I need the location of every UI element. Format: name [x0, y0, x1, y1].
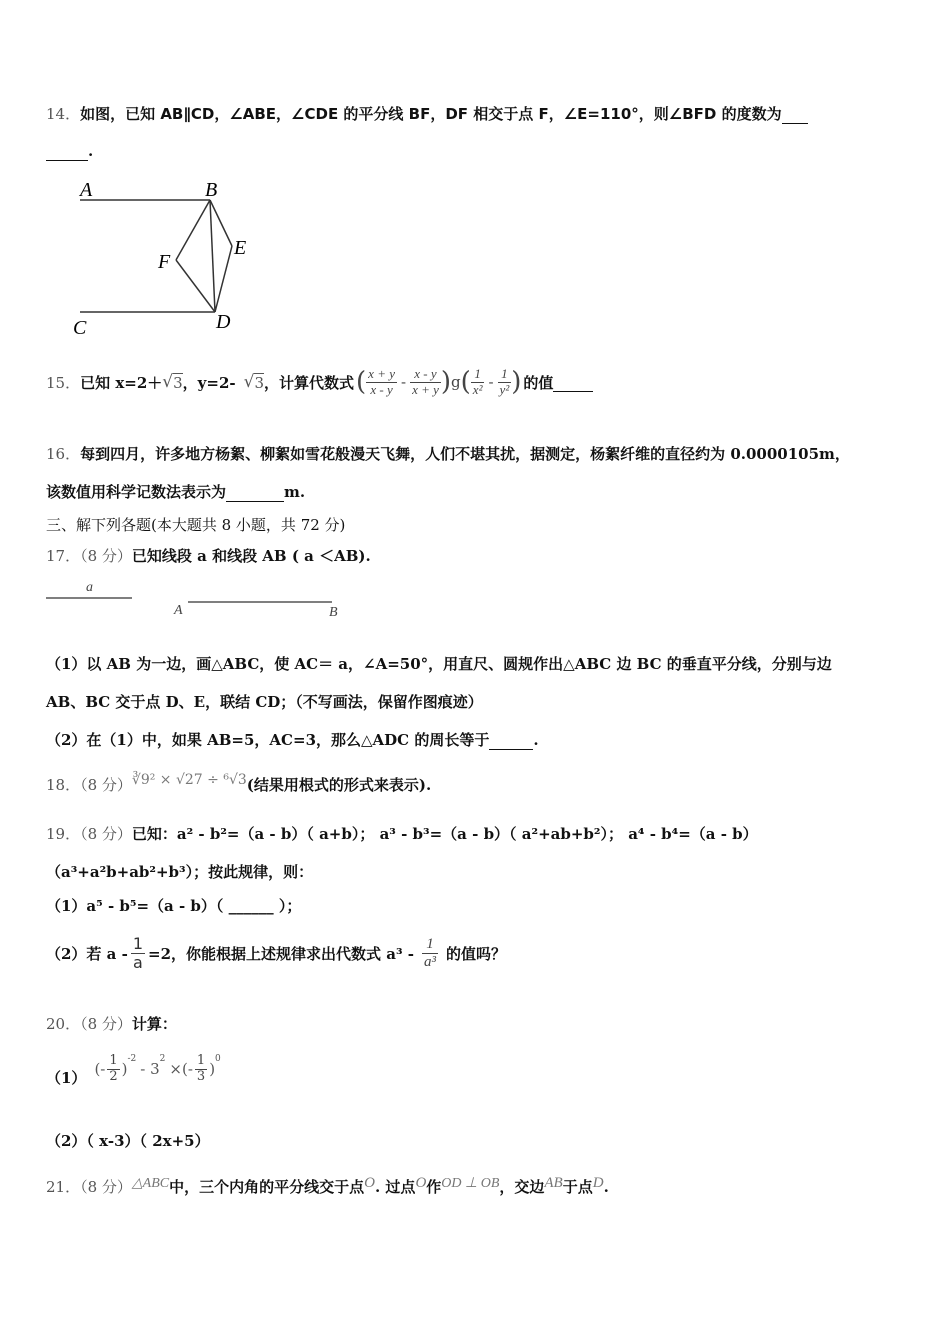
q15-suffix: 的值: [523, 373, 554, 392]
q21-triangle: △ABC: [131, 1176, 170, 1191]
sqrt-icon: √: [243, 372, 255, 392]
q15-number: 15．: [46, 373, 81, 392]
q15-line: [46, 362, 593, 402]
q21-o2: O: [415, 1175, 427, 1191]
q20-line: [46, 1013, 177, 1034]
sqrt-icon: √: [162, 372, 174, 392]
q19-line2: （a³+a²b+ab²+b³）；按此规律，则：: [46, 863, 314, 881]
q16-line2-suffix: m.: [284, 483, 306, 501]
frac-num: 1: [422, 936, 438, 954]
q14-end: .: [88, 142, 94, 160]
expr-times: ×(-: [169, 1060, 193, 1078]
frac-num: x + y: [368, 366, 395, 382]
q17-part2-suffix: .: [533, 731, 539, 749]
q18-score: （8 分）: [80, 776, 132, 794]
q19-score: （8 分）: [80, 825, 132, 843]
q14-blank-a: [782, 105, 808, 124]
q19-part2-mid: =2，你能根据上述规律求出代数式 a³ -: [148, 944, 414, 963]
q21-perp: OD ⊥ OB: [441, 1176, 500, 1191]
q19-line1: [46, 823, 758, 844]
q14-number: 14．: [46, 105, 81, 123]
q19-frac2: [422, 936, 438, 970]
q17-blank: [489, 731, 533, 750]
label-a: a: [86, 580, 93, 595]
q15-sqrt-x: 3: [173, 373, 183, 392]
line-be: [210, 200, 232, 246]
frac-num: 1: [109, 1053, 118, 1069]
q18-text: (结果用根式的形式来表示).: [246, 776, 432, 794]
q17-text: 已知线段 a 和线段 AB ( a ＜AB).: [131, 547, 371, 565]
frac-den: a³: [423, 953, 436, 970]
expr-open: (-: [94, 1060, 106, 1078]
frac-den: 3: [196, 1068, 206, 1084]
q19-part1: （1）a⁵ - b⁵=（a - b）（ ______ ）；: [46, 897, 302, 915]
q15-prefix: 已知 x=2＋: [80, 373, 163, 392]
q17-number: 17．: [46, 547, 81, 565]
q15-expression: ( $\frac{x + y}{x - y}$ - $\frac{x - y}{x + y}$ ) g ( $\frac{1}{\text{x²}}$ - $\frac{1}{\text{y²}}$ ): [356, 366, 522, 397]
q20-part1-label: （1）: [46, 1068, 87, 1087]
q21-t6: .: [603, 1178, 609, 1196]
q16-line1-text: 每到四月，许多地方杨絮、柳絮如雪花般漫天飞舞，人们不堪其扰，据测定，杨絮纤维的直径约为 0.0000105m，: [80, 445, 850, 463]
q19-number: 19．: [46, 825, 81, 843]
q17-score: （8 分）: [80, 547, 132, 565]
q21-t1: 中，三个内角的平分线交于点: [169, 1178, 365, 1196]
line-bf: [176, 200, 210, 260]
q20-score: （8 分）: [80, 1015, 132, 1033]
expr-minus: - 3: [140, 1060, 160, 1078]
frac-den: x²: [472, 381, 483, 397]
frac-den: x - y: [370, 381, 393, 397]
q21-score: （8 分）: [80, 1178, 132, 1196]
label-a-point: A: [174, 603, 183, 618]
label-b: B: [205, 179, 218, 201]
frac-den: x + y: [412, 381, 439, 397]
q20-text: 计算：: [131, 1015, 177, 1033]
q16-line2: [46, 481, 305, 502]
q20-part1-expr: (- $\frac{1}{2}$ ) $^{-2}$ - 3 $^2$ ×(- $\frac{1}{3}$ ) $^0$: [94, 1053, 221, 1084]
q17-part1-line1: （1）以 AB 为一边，画△ABC，使 AC＝ a，∠A=50°，用直尺、圆规作出△ABC 边 BC 的垂直平分线，分别与边: [46, 655, 832, 673]
q17-part2: [46, 729, 539, 750]
frac-den: a: [133, 952, 143, 972]
q17-part2-prefix: （2）在（1）中，如果 AB=5，AC=3，那么△ADC 的周长等于: [46, 731, 490, 749]
q14-line: [46, 103, 808, 124]
q21-t3: 作: [426, 1178, 442, 1196]
q18-line: [46, 774, 431, 795]
q14-text: 如图，已知 AB∥CD，∠ABE，∠CDE 的平分线 BF，DF 相交于点 F，∠E=110°，则∠BFD 的度数为: [80, 105, 782, 123]
q17-figure: [44, 576, 344, 620]
q15-sqrt-y: 3: [254, 373, 264, 392]
line-bd: [210, 200, 215, 312]
q16-number: 16．: [46, 445, 81, 463]
q21-d: D: [592, 1175, 604, 1191]
label-f: F: [158, 251, 171, 273]
q20-number: 20．: [46, 1015, 81, 1033]
expr-exp1: -2: [127, 1054, 137, 1065]
q14-figure: [70, 176, 260, 341]
q19-part2-prefix: （2）若 a -: [46, 944, 128, 963]
label-a: A: [80, 179, 93, 201]
q16-blank: [226, 483, 284, 502]
q17-line: [46, 545, 371, 566]
label-b-point: B: [329, 605, 338, 620]
q21-t5: 于点: [562, 1178, 593, 1196]
frac-num: 1: [196, 1053, 206, 1069]
frac-num: x - y: [410, 367, 441, 382]
section-title: 三、解下列各题(本大题共 8 小题，共 72 分): [46, 516, 346, 534]
q16-line1: [46, 443, 850, 464]
label-e: E: [234, 237, 247, 259]
q21-t2: . 过点: [374, 1178, 416, 1196]
line-fd: [176, 260, 215, 312]
q21-t4: ，交边: [499, 1178, 545, 1196]
frac-num: 1: [498, 367, 512, 382]
q20-part1: [46, 1048, 221, 1106]
q14-blank-b: [46, 142, 88, 161]
line-ed: [215, 246, 232, 312]
frac-den: y²: [499, 381, 510, 397]
label-c: C: [73, 317, 87, 339]
q18-expr: ∛9² × √27 ÷ ⁶√3: [131, 772, 247, 788]
q14-line2: [46, 142, 93, 161]
q15-blank: [553, 373, 593, 392]
frac-num: 1: [132, 933, 144, 953]
q15-mid2: ，计算代数式: [264, 373, 355, 392]
q16-line2-prefix: 该数值用科学记数法表示为: [46, 483, 227, 501]
expr-exp3: 0: [215, 1054, 221, 1065]
q19-frac1: [131, 935, 145, 971]
q19-part2-suffix: 的值吗？: [445, 944, 506, 963]
q21-ab: AB: [544, 1175, 563, 1191]
q18-number: 18．: [46, 776, 81, 794]
q21-line: [46, 1176, 609, 1197]
frac-den: 2: [109, 1068, 118, 1084]
q19-part2: [46, 930, 506, 976]
q19-line1-text: 已知：a² - b²=（a - b）（ a+b）； a³ - b³=（a - b）（ a²+ab+b²）； a⁴ - b⁴=（a - b）: [131, 825, 758, 843]
q15-mid: ，y=2-: [182, 373, 236, 392]
q21-o1: O: [364, 1175, 375, 1191]
q17-part1-line2: AB、BC 交于点 D、E，联结 CD；（不写画法，保留作图痕迹）: [46, 693, 483, 711]
expr-exp2: 2: [159, 1054, 166, 1065]
q15-op: g: [451, 373, 461, 391]
q20-part2: （2）（ x-3）（ 2x+5）: [46, 1132, 210, 1150]
frac-num: 1: [471, 367, 485, 382]
q21-number: 21．: [46, 1178, 81, 1196]
label-d: D: [216, 311, 231, 333]
